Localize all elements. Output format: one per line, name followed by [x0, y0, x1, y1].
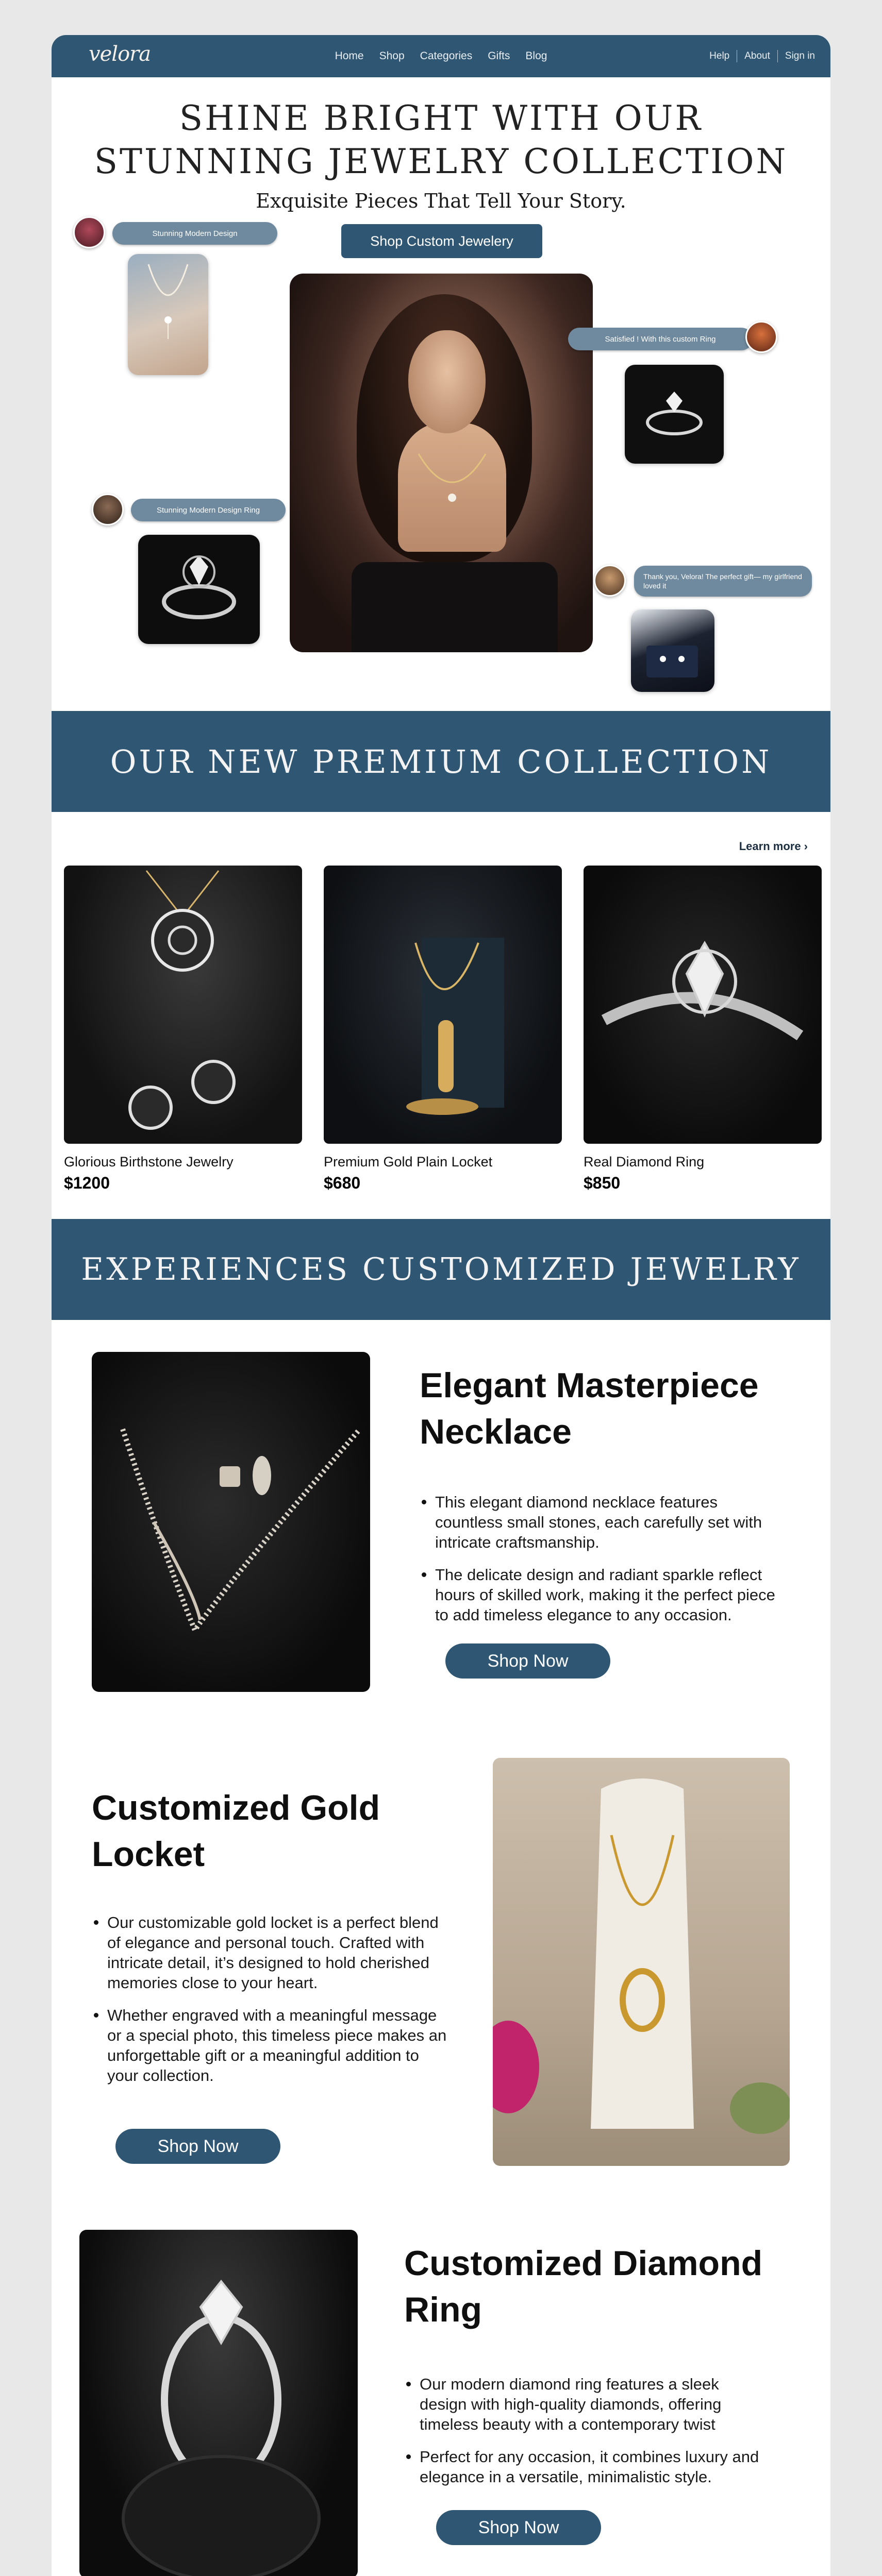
- list-item: Whether engraved with a meaningful message or a special photo, this timeless piece makes an unforgettable gift or a meaningful addition to your collection.: [92, 2005, 453, 2086]
- logo[interactable]: velora: [89, 42, 151, 66]
- nav-sign-in[interactable]: Sign in: [785, 50, 815, 61]
- diamond-ring-icon: [584, 866, 822, 1144]
- top-nav: [52, 35, 830, 77]
- nav-about[interactable]: About: [744, 50, 770, 61]
- nav-home[interactable]: Home: [335, 50, 364, 62]
- product-name[interactable]: Real Diamond Ring: [584, 1154, 705, 1170]
- shop-now-button[interactable]: Shop Now: [115, 2129, 280, 2164]
- shop-custom-jewelry-button[interactable]: Shop Custom Jewelery: [341, 224, 542, 258]
- necklace-feature-image: [92, 1352, 370, 1692]
- product-image-diamond-ring[interactable]: [584, 866, 822, 1144]
- review-bubble: Stunning Modern Design Ring: [131, 499, 286, 521]
- necklace-thumbnail: [128, 254, 208, 375]
- diamond-ring-icon: [625, 365, 724, 464]
- locket-feature-image: [493, 1758, 790, 2166]
- hero-model-photo: [290, 274, 593, 652]
- hero-title-line1: SHINE BRIGHT WITH OUR: [179, 98, 703, 138]
- necklace-icon: [128, 254, 208, 375]
- product-image-birthstone[interactable]: [64, 866, 302, 1144]
- customer-avatar: [594, 565, 626, 597]
- hero-title-line2: STUNNING JEWELRY COLLECTION: [94, 142, 788, 181]
- product-name[interactable]: Premium Gold Plain Locket: [324, 1154, 493, 1170]
- locket-title-line1: Customized Gold: [92, 1788, 380, 1827]
- hero-subtitle: Exquisite Pieces That Tell Your Story.: [256, 190, 626, 212]
- hero-title: [52, 97, 830, 183]
- list-item: Our modern diamond ring features a sleek design with high-quality diamonds, offering timeless beauty with a contemporary twist: [404, 2374, 765, 2434]
- product-price: $1200: [64, 1174, 110, 1192]
- nav-categories[interactable]: Categories: [420, 50, 473, 62]
- diamond-necklace-icon: [92, 1352, 370, 1692]
- necklace-bullets: [420, 1492, 780, 1637]
- necklace-title-line2: Necklace: [420, 1412, 572, 1451]
- locket-title: [92, 1785, 484, 1877]
- nav-shop[interactable]: Shop: [379, 50, 405, 62]
- model-dress: [352, 562, 558, 652]
- ring-title-line1: Customized Diamond: [404, 2244, 763, 2283]
- diamond-ring-icon: [138, 535, 260, 644]
- gold-locket-on-bust-icon: [493, 1758, 790, 2166]
- list-item: Our customizable gold locket is a perfect blend of elegance and personal touch. Crafted with intricate detail, it’s designed to hold cherished memories close to your heart.: [92, 1912, 453, 1993]
- locket-bullets: [92, 1912, 453, 2098]
- ring-title: [404, 2240, 806, 2333]
- necklace-title-line1: Elegant Masterpiece: [420, 1366, 759, 1405]
- ring-thumbnail: [138, 535, 260, 644]
- ring-feature-image: [79, 2230, 358, 2576]
- page: [52, 35, 830, 2576]
- review-bubble: Thank you, Velora! The perfect gift— my girlfriend loved it: [634, 566, 812, 597]
- customer-avatar: [73, 216, 105, 248]
- locket-title-line2: Locket: [92, 1835, 205, 1874]
- ring-title-line2: Ring: [404, 2290, 482, 2329]
- nav-blog[interactable]: Blog: [525, 50, 547, 62]
- nav-help[interactable]: Help: [709, 50, 730, 61]
- premium-collection-banner: OUR NEW PREMIUM COLLECTION: [52, 711, 830, 812]
- review-bubble: Satisfied ! With this custom Ring: [568, 328, 753, 350]
- ring-thumbnail: [625, 365, 724, 464]
- ring-bullets: [404, 2374, 765, 2499]
- gift-box-icon: [631, 609, 714, 692]
- shop-now-button[interactable]: Shop Now: [436, 2510, 601, 2545]
- earring-gift-thumbnail: [631, 609, 714, 692]
- customer-avatar: [745, 321, 777, 353]
- nav-gifts[interactable]: Gifts: [488, 50, 510, 62]
- product-price: $680: [324, 1174, 361, 1192]
- nav-account-links: [709, 35, 815, 77]
- nav-divider: [777, 50, 778, 62]
- jewelry-set-icon: [64, 866, 302, 1144]
- solitaire-ring-icon: [79, 2230, 358, 2576]
- list-item: This elegant diamond necklace features countless small stones, each carefully set with intricate craftsmanship.: [420, 1492, 780, 1552]
- shop-now-button[interactable]: Shop Now: [445, 1643, 610, 1679]
- product-price: $850: [584, 1174, 621, 1192]
- product-name[interactable]: Glorious Birthstone Jewelry: [64, 1154, 234, 1170]
- customer-avatar: [92, 494, 124, 526]
- product-image-locket[interactable]: [324, 866, 562, 1144]
- model-face: [408, 330, 486, 433]
- pendant-necklace-graphic: [413, 449, 491, 526]
- customized-jewelry-banner: EXPERIENCES CUSTOMIZED JEWELRY: [52, 1219, 830, 1320]
- locket-icon: [324, 866, 562, 1144]
- review-bubble: Stunning Modern Design: [112, 222, 277, 245]
- list-item: The delicate design and radiant sparkle reflect hours of skilled work, making it the perfect piece to add timeless elegance to any occasion.: [420, 1565, 780, 1625]
- necklace-title: [420, 1362, 811, 1455]
- list-item: Perfect for any occasion, it combines luxury and elegance in a versatile, minimalistic style.: [404, 2447, 765, 2487]
- learn-more-link[interactable]: Learn more ›: [739, 840, 808, 853]
